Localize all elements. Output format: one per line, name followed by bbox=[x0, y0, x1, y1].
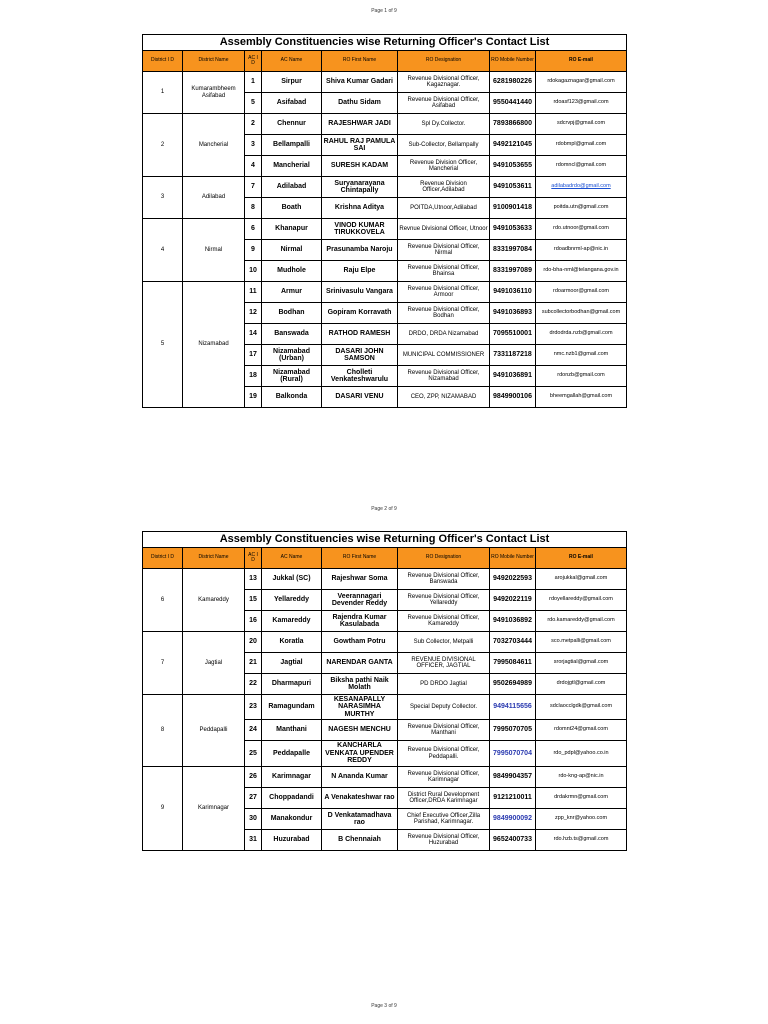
district-id: 9 bbox=[143, 767, 183, 851]
ro-name: NAGESH MENCHU bbox=[322, 720, 398, 741]
ro-email[interactable]: adilabadrdo@gmail.com bbox=[536, 177, 627, 198]
ac-name: Nizamabad (Rural) bbox=[262, 366, 322, 387]
ro-email: rdomnt24@gmail.com bbox=[536, 720, 627, 741]
ro-designation: Revenue Divisional Officer, Manthani bbox=[398, 720, 490, 741]
ac-id: 13 bbox=[245, 569, 262, 590]
ro-designation: Revenue Divisional Officer, Peddapalli. bbox=[398, 741, 490, 767]
ac-name: Dharmapuri bbox=[262, 674, 322, 695]
ac-id: 26 bbox=[245, 767, 262, 788]
table-row bbox=[143, 72, 627, 93]
ro-mobile: 7995084611 bbox=[490, 653, 536, 674]
title-row bbox=[143, 35, 627, 51]
header-ac-id: AC I D bbox=[245, 548, 262, 569]
header-ro-designation: RO Designation bbox=[398, 548, 490, 569]
ro-designation: Sub Collector, Metpalli bbox=[398, 632, 490, 653]
ac-id: 23 bbox=[245, 695, 262, 720]
ac-id: 14 bbox=[245, 324, 262, 345]
ro-designation: DRDO, DRDA Nizamabad bbox=[398, 324, 490, 345]
ro-email: srorjagtial@gmail.com bbox=[536, 653, 627, 674]
ro-email: rdo_pdpl@yahoo.co.in bbox=[536, 741, 627, 767]
district-name: Nirmal bbox=[183, 219, 245, 282]
ro-name: Krishna Aditya bbox=[322, 198, 398, 219]
ro-designation: CEO, ZPP, NIZAMABAD bbox=[398, 387, 490, 408]
ro-email: rdoadbnrml-ap@nic.in bbox=[536, 240, 627, 261]
ac-name: Karimnagar bbox=[262, 767, 322, 788]
ro-mobile: 9494115656 bbox=[490, 695, 536, 720]
header-district-name: District Name bbox=[183, 51, 245, 72]
ac-name: Peddapalle bbox=[262, 741, 322, 767]
ro-name: Rajeshwar Soma bbox=[322, 569, 398, 590]
district-id: 2 bbox=[143, 114, 183, 177]
ro-mobile: 9849900106 bbox=[490, 387, 536, 408]
header-ro-name: RO First Name bbox=[322, 548, 398, 569]
header-ro-email: RO E-mail bbox=[536, 51, 627, 72]
ac-id: 11 bbox=[245, 282, 262, 303]
ac-name: Kamareddy bbox=[262, 611, 322, 632]
ro-name: DASARI JOHN SAMSON bbox=[322, 345, 398, 366]
contact-list-table-page-2 bbox=[142, 531, 627, 851]
ro-name: Dathu Sidam bbox=[322, 93, 398, 114]
ro-mobile: 9491036110 bbox=[490, 282, 536, 303]
ro-name: Gowtham Potru bbox=[322, 632, 398, 653]
ro-mobile: 9491036892 bbox=[490, 611, 536, 632]
header-ro-mobile: RO Mobile Number bbox=[490, 548, 536, 569]
ro-designation: Revenue Division Officer, Mancherial bbox=[398, 156, 490, 177]
ro-name: KANCHARLA VENKATA UPENDER REDDY bbox=[322, 741, 398, 767]
ro-name: N Ananda Kumar bbox=[322, 767, 398, 788]
ro-designation: Revenue Divisional Officer, Asifabad bbox=[398, 93, 490, 114]
ro-designation: Chief Executive Officer,Zilla Parishad, Karimnagar. bbox=[398, 809, 490, 830]
table-row bbox=[143, 177, 627, 198]
ac-id: 30 bbox=[245, 809, 262, 830]
ro-designation: Sub-Collector, Bellampally bbox=[398, 135, 490, 156]
ro-mobile: 9492022593 bbox=[490, 569, 536, 590]
ro-name: Raju Elpe bbox=[322, 261, 398, 282]
ro-mobile: 9100901418 bbox=[490, 198, 536, 219]
ro-name: Rajendra Kumar Kasulabada bbox=[322, 611, 398, 632]
ac-id: 21 bbox=[245, 653, 262, 674]
ro-mobile: 9492121045 bbox=[490, 135, 536, 156]
ro-mobile: 9491053611 bbox=[490, 177, 536, 198]
ro-mobile: 7095510001 bbox=[490, 324, 536, 345]
ac-id: 12 bbox=[245, 303, 262, 324]
page-label-2: Page 2 of 9 bbox=[371, 506, 397, 512]
district-name: Jagtial bbox=[183, 632, 245, 695]
ro-mobile: 7032703444 bbox=[490, 632, 536, 653]
ac-name: Jukkal (SC) bbox=[262, 569, 322, 590]
ac-name: Manakondur bbox=[262, 809, 322, 830]
ac-name: Huzurabad bbox=[262, 830, 322, 851]
ro-name: DASARI VENU bbox=[322, 387, 398, 408]
ac-id: 17 bbox=[245, 345, 262, 366]
district-id: 7 bbox=[143, 632, 183, 695]
ac-id: 22 bbox=[245, 674, 262, 695]
header-row bbox=[143, 51, 627, 72]
table-row bbox=[143, 569, 627, 590]
ro-email: drdojgtl@gmail.com bbox=[536, 674, 627, 695]
ac-id: 9 bbox=[245, 240, 262, 261]
ro-designation: Revenue Divisional Officer, Bodhan bbox=[398, 303, 490, 324]
ro-name: A Venakateshwar rao bbox=[322, 788, 398, 809]
ro-designation: PD DRDO Jagtial bbox=[398, 674, 490, 695]
district-id: 5 bbox=[143, 282, 183, 408]
ro-email: nmc.nzb1@gmail.com bbox=[536, 345, 627, 366]
ro-mobile: 9550441440 bbox=[490, 93, 536, 114]
ro-name: Gopiram Korravath bbox=[322, 303, 398, 324]
ro-designation: Revenue Divisional Officer, Bhainsa bbox=[398, 261, 490, 282]
ro-mobile: 9491036893 bbox=[490, 303, 536, 324]
table-row bbox=[143, 695, 627, 720]
ro-designation: Revenue Divisional Officer, Karimnagar bbox=[398, 767, 490, 788]
ro-name: Shiva Kumar Gadari bbox=[322, 72, 398, 93]
header-district-name: District Name bbox=[183, 548, 245, 569]
ro-email: rdonzb@gmail.com bbox=[536, 366, 627, 387]
header-district-id: District I D bbox=[143, 548, 183, 569]
ac-id: 8 bbox=[245, 198, 262, 219]
ro-email: arojukkal@gmail.com bbox=[536, 569, 627, 590]
ro-mobile: 7331187218 bbox=[490, 345, 536, 366]
table-row bbox=[143, 632, 627, 653]
ac-name: Nizamabad (Urban) bbox=[262, 345, 322, 366]
ac-id: 10 bbox=[245, 261, 262, 282]
ro-email: drdodrda.nzb@gmail.com bbox=[536, 324, 627, 345]
ro-designation: Revenue Divisional Officer, Banswada bbox=[398, 569, 490, 590]
district-name: Kumarambheem Asifabad bbox=[183, 72, 245, 114]
ro-name: Srinivasulu Vangara bbox=[322, 282, 398, 303]
ac-id: 19 bbox=[245, 387, 262, 408]
ro-designation: Revenue Divisional Officer, Huzurabad bbox=[398, 830, 490, 851]
ro-designation: MUNICIPAL COMMISSIONER bbox=[398, 345, 490, 366]
ro-designation: REVENUE DIVISIONAL OFFICER, JAGTIAL bbox=[398, 653, 490, 674]
ro-name: Prasunamba Naroju bbox=[322, 240, 398, 261]
ro-mobile: 9849904357 bbox=[490, 767, 536, 788]
ro-mobile: 9491053655 bbox=[490, 156, 536, 177]
ro-mobile: 7995070704 bbox=[490, 741, 536, 767]
ro-name: RATHOD RAMESH bbox=[322, 324, 398, 345]
header-district-id: District I D bbox=[143, 51, 183, 72]
ro-name: D Venkatamadhava rao bbox=[322, 809, 398, 830]
ac-id: 2 bbox=[245, 114, 262, 135]
ro-name: RAJESHWAR JADI bbox=[322, 114, 398, 135]
district-id: 1 bbox=[143, 72, 183, 114]
ac-name: Adilabad bbox=[262, 177, 322, 198]
district-name: Mancherial bbox=[183, 114, 245, 177]
ro-email: rdo.kamareddy@gmail.com bbox=[536, 611, 627, 632]
ro-designation: POITDA,Utnoor,Adilabad bbox=[398, 198, 490, 219]
ac-name: Koratla bbox=[262, 632, 322, 653]
ac-name: Sirpur bbox=[262, 72, 322, 93]
ro-designation: Spl Dy.Collector. bbox=[398, 114, 490, 135]
header-ro-designation: RO Designation bbox=[398, 51, 490, 72]
district-id: 4 bbox=[143, 219, 183, 282]
district-name: Karimnagar bbox=[183, 767, 245, 851]
table-title: Assembly Constituencies wise Returning Officer's Contact List bbox=[143, 35, 627, 51]
ac-id: 27 bbox=[245, 788, 262, 809]
ro-name: NARENDAR GANTA bbox=[322, 653, 398, 674]
ro-mobile: 6281980226 bbox=[490, 72, 536, 93]
ac-name: Balkonda bbox=[262, 387, 322, 408]
header-ro-mobile: RO Mobile Number bbox=[490, 51, 536, 72]
ro-email: subcollectorbodhan@gmail.com bbox=[536, 303, 627, 324]
ro-name: KESANAPALLY NARASIMHA MURTHY bbox=[322, 695, 398, 720]
ro-designation: Revenue Divisional Officer, Kamareddy bbox=[398, 611, 490, 632]
ro-designation: Special Deputy Collector. bbox=[398, 695, 490, 720]
ro-email: drdakrmn@gmail.com bbox=[536, 788, 627, 809]
ro-mobile: 7893866800 bbox=[490, 114, 536, 135]
ro-designation: Revenue Divisional Officer, Nizamabad bbox=[398, 366, 490, 387]
ro-email: sdclaocclgdk@gmail.com bbox=[536, 695, 627, 720]
ro-designation: Revenue Divisional Officer, Armoor bbox=[398, 282, 490, 303]
contact-list-table-page-1 bbox=[142, 34, 627, 408]
ro-mobile: 9491053633 bbox=[490, 219, 536, 240]
ro-designation: Revenue Divisional Officer, Yellareddy bbox=[398, 590, 490, 611]
ac-name: Bellampalli bbox=[262, 135, 322, 156]
ro-email: rdo.utnoor@gmail.com bbox=[536, 219, 627, 240]
ro-mobile: 9121210011 bbox=[490, 788, 536, 809]
table-row bbox=[143, 114, 627, 135]
ro-name: Biksha pathi Naik Molath bbox=[322, 674, 398, 695]
ac-name: Manthani bbox=[262, 720, 322, 741]
ac-id: 18 bbox=[245, 366, 262, 387]
ac-name: Ramagundam bbox=[262, 695, 322, 720]
ac-name: Choppadandi bbox=[262, 788, 322, 809]
ro-mobile: 7995070705 bbox=[490, 720, 536, 741]
header-ac-name: AC Name bbox=[262, 51, 322, 72]
district-name: Adilabad bbox=[183, 177, 245, 219]
ro-email: rdoyellareddy@gmail.com bbox=[536, 590, 627, 611]
ac-name: Nirmal bbox=[262, 240, 322, 261]
ro-email: rdobmpl@gmail.com bbox=[536, 135, 627, 156]
ro-mobile: 8331997089 bbox=[490, 261, 536, 282]
ac-id: 20 bbox=[245, 632, 262, 653]
ac-name: Khanapur bbox=[262, 219, 322, 240]
ac-id: 7 bbox=[245, 177, 262, 198]
header-ac-id: AC I D bbox=[245, 51, 262, 72]
ro-mobile: 9849900092 bbox=[490, 809, 536, 830]
ac-name: Mudhole bbox=[262, 261, 322, 282]
district-id: 6 bbox=[143, 569, 183, 632]
header-ac-name: AC Name bbox=[262, 548, 322, 569]
ac-id: 6 bbox=[245, 219, 262, 240]
header-ro-name: RO First Name bbox=[322, 51, 398, 72]
ac-id: 5 bbox=[245, 93, 262, 114]
table-row bbox=[143, 767, 627, 788]
ro-name: B Chennaiah bbox=[322, 830, 398, 851]
ac-id: 31 bbox=[245, 830, 262, 851]
header-row bbox=[143, 548, 627, 569]
title-row bbox=[143, 532, 627, 548]
ro-name: VINOD KUMAR TIRUKKOVELA bbox=[322, 219, 398, 240]
ro-email: rdo-kng-ap@nic.in bbox=[536, 767, 627, 788]
district-name: Peddapalli bbox=[183, 695, 245, 767]
ro-designation: Revnue Divisional Officer, Utnoor bbox=[398, 219, 490, 240]
table-row bbox=[143, 282, 627, 303]
ro-email: bheemgallah@gmail.com bbox=[536, 387, 627, 408]
ro-email: sdcrvpj@gmail.com bbox=[536, 114, 627, 135]
district-id: 3 bbox=[143, 177, 183, 219]
page-label-3: Page 3 of 9 bbox=[371, 1003, 397, 1009]
ro-name: Suryanarayana Chintapally bbox=[322, 177, 398, 198]
ro-mobile: 9652400733 bbox=[490, 830, 536, 851]
table-title: Assembly Constituencies wise Returning Officer's Contact List bbox=[143, 532, 627, 548]
ro-email: poitda.utn@gmail.com bbox=[536, 198, 627, 219]
ro-mobile: 9492022119 bbox=[490, 590, 536, 611]
ro-name: Veerannagari Devender Reddy bbox=[322, 590, 398, 611]
ac-id: 16 bbox=[245, 611, 262, 632]
district-name: Nizamabad bbox=[183, 282, 245, 408]
ac-id: 1 bbox=[245, 72, 262, 93]
ro-mobile: 9491036891 bbox=[490, 366, 536, 387]
ac-name: Chennur bbox=[262, 114, 322, 135]
table-row bbox=[143, 219, 627, 240]
district-name: Kamareddy bbox=[183, 569, 245, 632]
ro-name: SURESH KADAM bbox=[322, 156, 398, 177]
ro-email: rdomncl@gmail.com bbox=[536, 156, 627, 177]
ro-email: rdoasf123@gmail.com bbox=[536, 93, 627, 114]
ac-id: 4 bbox=[245, 156, 262, 177]
header-ro-email: RO E-mail bbox=[536, 548, 627, 569]
ac-name: Mancherial bbox=[262, 156, 322, 177]
ro-name: Cholleti Venkateshwarulu bbox=[322, 366, 398, 387]
ro-designation: District Rural Development Officer,DRDA Karimnagar bbox=[398, 788, 490, 809]
ro-email: rdo.hzb.ts@gmail.com bbox=[536, 830, 627, 851]
ac-name: Asifabad bbox=[262, 93, 322, 114]
ac-name: Yellareddy bbox=[262, 590, 322, 611]
ac-id: 3 bbox=[245, 135, 262, 156]
page-label-1: Page 1 of 9 bbox=[371, 8, 397, 14]
ro-email: rdoarmoor@gmail.com bbox=[536, 282, 627, 303]
ro-email: rdokagaznagar@gmail.com bbox=[536, 72, 627, 93]
ro-name: RAHUL RAJ PAMULA SAI bbox=[322, 135, 398, 156]
ro-designation: Revenue Divisional Officer, Nirmal bbox=[398, 240, 490, 261]
ro-designation: Revenue Division Officer,Adilabad bbox=[398, 177, 490, 198]
ro-email: rdo-bha-nml@telangana.gov.in bbox=[536, 261, 627, 282]
ac-name: Boath bbox=[262, 198, 322, 219]
ac-name: Jagtial bbox=[262, 653, 322, 674]
ac-name: Banswada bbox=[262, 324, 322, 345]
ro-mobile: 9502694989 bbox=[490, 674, 536, 695]
ac-id: 15 bbox=[245, 590, 262, 611]
ro-designation: Revenue Divisional Officer, Kagaznagar. bbox=[398, 72, 490, 93]
district-id: 8 bbox=[143, 695, 183, 767]
ac-id: 25 bbox=[245, 741, 262, 767]
ac-name: Armur bbox=[262, 282, 322, 303]
ro-email: sco.metpalli@gmail.com bbox=[536, 632, 627, 653]
ro-mobile: 8331997084 bbox=[490, 240, 536, 261]
ro-email: zpp_knr@yahoo.com bbox=[536, 809, 627, 830]
ac-name: Bodhan bbox=[262, 303, 322, 324]
ac-id: 24 bbox=[245, 720, 262, 741]
